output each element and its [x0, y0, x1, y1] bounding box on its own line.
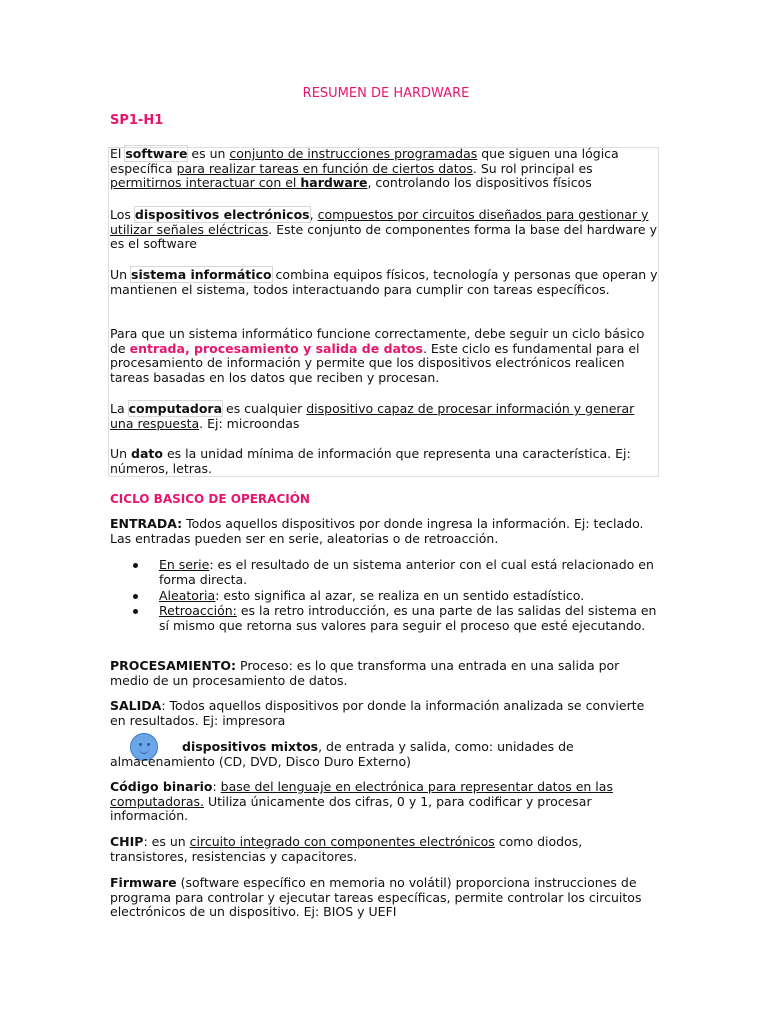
paragraph-procesamiento: PROCESAMIENTO: Proceso: es lo que transforma una entrada en una salida por medio de un procesamiento de datos. [110, 658, 620, 688]
paragraph-ciclo: Para que un sistema informático funcione correctamente, debe seguir un ciclo básico de entrada, procesamiento y salida de datos. Este ciclo es fundamental para el procesamiento de información y permite que los dispositivos electrónicos realicen tareas basadas en los datos que reciben y procesan. [110, 326, 645, 385]
paragraph-dato: Un dato es la unidad mínima de información que representa una característica. Ej: números, letras. [110, 446, 631, 476]
paragraph-binario: Código binario: base del lenguaje en electrónica para representar datos en las computadoras. Utiliza únicamente dos cifras, 0 y 1, para codificar y procesar información. [110, 779, 613, 824]
list-item: Retroacción: es la retro introducción, es una parte de las salidas del sistema en sí mismo que retorna sus valores para seguir el proceso que esté ejecutando. [133, 604, 658, 634]
paragraph-dispositivos: Los dispositivos electrónicos, compuestos por circuitos diseñados para gestionar y utilizar señales eléctricas. Este conjunto de componentes forma la base del hardware y es el software [110, 207, 657, 252]
bullet-list [133, 558, 658, 635]
section-heading: CICLO BASICO DE OPERACIÓN [110, 492, 310, 506]
paragraph-chip: CHIP: es un circuito integrado con componentes electrónicos como diodos, transistores, resistencias y capacitores. [110, 834, 583, 864]
paragraph-firmware: Firmware (software específico en memoria no volátil) proporciona instrucciones de programa para controlar y ejecutar tareas específicas, permite controlar los circuitos electrónicos de un dispositivo. Ej: BIOS y UEFI [110, 875, 642, 920]
document-subtitle: SP1-H1 [110, 113, 164, 128]
paragraph-entrada: ENTRADA: Todos aquellos dispositivos por donde ingresa la información. Ej: teclado. Las entradas pueden ser en serie, aleatorias o de retroacción. [110, 516, 644, 546]
list-item: Aleatoria: esto significa al azar, se realiza en un sentido estadístico. [133, 589, 658, 604]
bullet-icon [133, 594, 138, 599]
list-item: En serie: es el resultado de un sistema anterior con el cual está relacionado en forma directa. [133, 558, 658, 588]
paragraph-salida: SALIDA: Todos aquellos dispositivos por donde la información analizada se convierte en resultados. Ej: impresora [110, 698, 645, 728]
paragraph-mixtos: dispositivos mixtos, de entrada y salida, como: unidades de almacenamiento (CD, DVD, Disco Duro Externo) [110, 739, 574, 769]
paragraph-software: El software es un conjunto de instrucciones programadas que siguen una lógica específica para realizar tareas en función de ciertos datos. Su rol principal es permitirnos interactuar con el hardware, controlando los dispositivos físicos [110, 146, 619, 191]
document-title: RESUMEN DE HARDWARE [302, 86, 470, 101]
paragraph-computadora: La computadora es cualquier dispositivo capaz de procesar información y generar una respuesta. Ej: microondas [110, 401, 635, 431]
bullet-icon [133, 609, 138, 614]
bullet-icon [133, 563, 138, 568]
paragraph-sistema: Un sistema informático combina equipos físicos, tecnología y personas que operan y mantienen el sistema, todos interactuando para cumplir con tareas específicos. [110, 267, 658, 297]
